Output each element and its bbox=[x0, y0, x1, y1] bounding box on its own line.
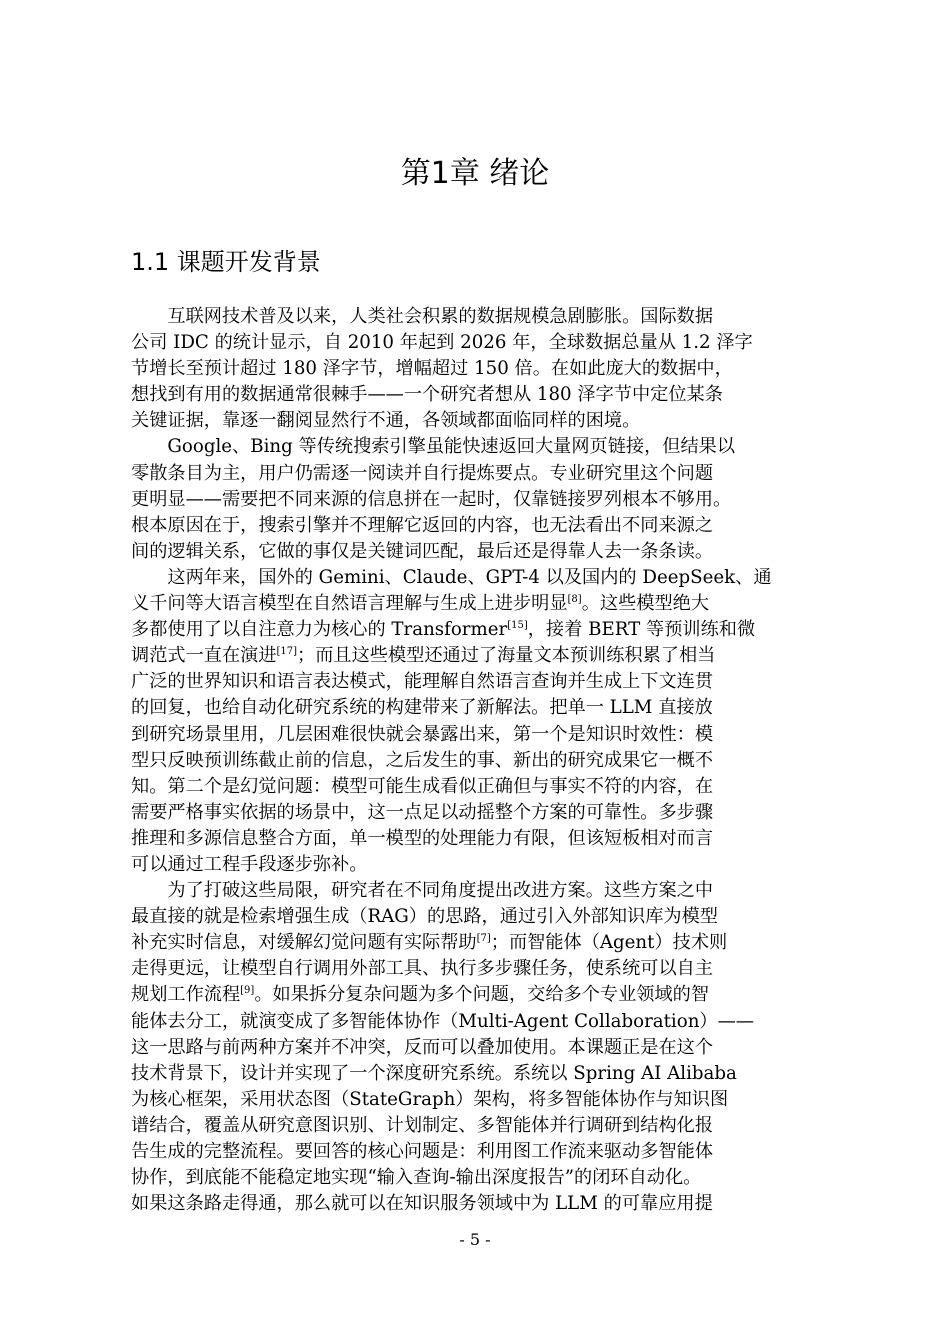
text-line bbox=[131, 930, 848, 956]
text-line bbox=[131, 617, 848, 643]
text-run: ；而智能体（Agent）技术则 bbox=[490, 932, 728, 954]
text-run: 补充实时信息，对缓解幻觉问题有实际帮助 bbox=[131, 932, 477, 954]
text-line bbox=[131, 800, 848, 826]
text-run: 能体去分工，就演变成了多智能体协作（Multi-Agent Collaboration）—— bbox=[131, 1010, 754, 1032]
text-run: 关键证据，靠逐一翻阅显然行不通，各领域都面临同样的困境。 bbox=[131, 410, 641, 432]
text-line bbox=[131, 1165, 848, 1191]
text-line bbox=[131, 748, 848, 774]
text-run: 告生成的完整流程。要回答的核心问题是：利用图工作流来驱动多智能体 bbox=[131, 1141, 714, 1162]
text-run: 走得更远，让模型自行调用外部工具、执行多步骤任务，使系统可以自主 bbox=[131, 958, 714, 980]
text-run: 为了打破这些局限，研究者在不同角度提出改进方案。这些方案之中 bbox=[167, 880, 714, 902]
chapter-title: 第1章 绪论 bbox=[400, 156, 550, 191]
text-line bbox=[131, 695, 848, 721]
text-line bbox=[131, 1113, 848, 1139]
text-run: ，接着 BERT 等预训练和微 bbox=[527, 619, 756, 641]
text-run: 谱结合，覆盖从研究意图识别、计划制定、多智能体并行调研到结构化报 bbox=[131, 1114, 714, 1136]
text-line bbox=[131, 565, 848, 591]
text-line bbox=[131, 878, 848, 904]
text-run: 这两年来，国外的 Gemini、Claude、GPT-4 以及国内的 DeepSeek、通 bbox=[167, 566, 772, 588]
paragraph bbox=[131, 565, 848, 878]
text-run: 广泛的世界知识和语言表达模式，能理解自然语言查询并生成上下文连贯 bbox=[131, 671, 714, 693]
text-line bbox=[131, 1139, 848, 1165]
text-run: 零散条目为主，用户仍需逐一阅读并自行提炼要点。专业研究里这个问题 bbox=[131, 462, 714, 484]
text-line bbox=[131, 461, 848, 487]
text-run: 为核心框架，采用状态图（StateGraph）架构，将多智能体协作与知识图 bbox=[131, 1088, 729, 1110]
body-text bbox=[131, 304, 848, 1217]
text-run: 协作，到底能不能稳定地实现“输入查询-输出深度报告”的闭环自动化。 bbox=[131, 1167, 702, 1189]
text-run: 可以通过工程手段逐步弥补。 bbox=[131, 853, 368, 875]
text-run: 根本原因在于，搜索引擎并不理解它返回的内容，也无法看出不同来源之 bbox=[131, 514, 714, 536]
text-run: 的回复，也给自动化研究系统的构建带来了新解法。把单一 LLM 直接放 bbox=[131, 697, 713, 719]
text-line bbox=[131, 356, 848, 382]
text-line bbox=[131, 643, 848, 669]
text-line bbox=[131, 304, 848, 330]
text-run: 调范式一直在演进 bbox=[131, 645, 277, 667]
text-line bbox=[131, 826, 848, 852]
text-line bbox=[131, 904, 848, 930]
citation: [8] bbox=[567, 594, 582, 606]
text-line bbox=[131, 956, 848, 982]
paragraph bbox=[131, 878, 848, 1217]
text-line bbox=[131, 382, 848, 408]
text-run: 推理和多源信息整合方面，单一模型的处理能力有限，但该短板相对而言 bbox=[131, 827, 714, 849]
text-line bbox=[131, 408, 848, 434]
text-run: 义千问等大语言模型在自然语言理解与生成上进步明显 bbox=[131, 593, 568, 615]
text-run: 节增长至预计超过 180 泽字节，增幅超过 150 倍。在如此庞大的数据中， bbox=[131, 358, 733, 380]
text-line bbox=[131, 487, 848, 513]
text-run: 知。第二个是幻觉问题：模型可能生成看似正确但与事实不符的内容，在 bbox=[131, 775, 714, 797]
text-run: 规划工作流程 bbox=[131, 984, 241, 1006]
text-run: 这一思路与前两种方案并不冲突，反而可以叠加使用。本课题正是在这个 bbox=[131, 1036, 714, 1058]
text-line bbox=[131, 1035, 848, 1061]
text-line bbox=[131, 669, 848, 695]
text-line bbox=[131, 1009, 848, 1035]
text-run: 多都使用了以自注意力为核心的 Transformer bbox=[131, 619, 508, 641]
text-run: 。如果拆分复杂问题为多个问题，交给多个专业领域的智 bbox=[254, 984, 710, 1006]
text-line bbox=[131, 330, 848, 356]
text-run: 需要严格事实依据的场景中，这一点足以动摇整个方案的可靠性。多步骤 bbox=[131, 801, 714, 823]
text-run: Google、Bing 等传统搜索引擎虽能快速返回大量网页链接，但结果以 bbox=[167, 436, 736, 458]
text-run: 技术背景下，设计并实现了一个深度研究系统。系统以 Spring AI Alibaba bbox=[131, 1062, 737, 1084]
text-run: 更明显——需要把不同来源的信息拼在一起时，仅靠链接罗列根本不够用。 bbox=[131, 488, 732, 510]
text-line bbox=[131, 434, 848, 460]
text-line bbox=[131, 1061, 848, 1087]
text-run: 互联网技术普及以来，人类社会积累的数据规模急剧膨胀。国际数据 bbox=[167, 306, 714, 327]
text-line bbox=[131, 539, 848, 565]
text-run: 想找到有用的数据通常很棘手——一个研究者想从 180 泽字节中定位某条 bbox=[131, 384, 723, 406]
citation: [7] bbox=[476, 933, 491, 945]
text-run: 最直接的就是检索增强生成（RAG）的思路，通过引入外部知识库为模型 bbox=[131, 906, 718, 928]
text-run: 。这些模型绝大 bbox=[581, 593, 710, 615]
text-run: 间的逻辑关系，它做的事仅是关键词匹配，最后还是得靠人去一条条读。 bbox=[131, 540, 714, 562]
text-run: 公司 IDC 的统计显示，自 2010 年起到 2026 年，全球数据总量从 1.2 泽字 bbox=[131, 332, 753, 354]
paragraph bbox=[131, 434, 848, 564]
text-line bbox=[131, 591, 848, 617]
text-run: 到研究场景里用，几层困难很快就会暴露出来，第一个是知识时效性：模 bbox=[131, 723, 714, 745]
citation: [17] bbox=[276, 646, 298, 658]
paragraph bbox=[131, 304, 848, 434]
section-title: 1.1 课题开发背景 bbox=[131, 248, 321, 276]
text-line bbox=[131, 1191, 848, 1217]
text-line bbox=[131, 774, 848, 800]
text-line bbox=[131, 1087, 848, 1113]
text-line bbox=[131, 982, 848, 1008]
citation: [9] bbox=[240, 985, 255, 997]
page-number: - 5 - bbox=[459, 1230, 491, 1249]
text-line bbox=[131, 513, 848, 539]
text-run: 如果这条路走得通，那么就可以在知识服务领域中为 LLM 的可靠应用提 bbox=[131, 1193, 713, 1215]
text-line bbox=[131, 852, 848, 878]
text-run: ；而且这些模型还通过了海量文本预训练积累了相当 bbox=[297, 645, 716, 667]
citation: [15] bbox=[507, 620, 528, 632]
text-run: 型只反映预训练截止前的信息，之后发生的事、新出的研究成果它一概不 bbox=[131, 749, 714, 771]
text-line bbox=[131, 722, 848, 748]
